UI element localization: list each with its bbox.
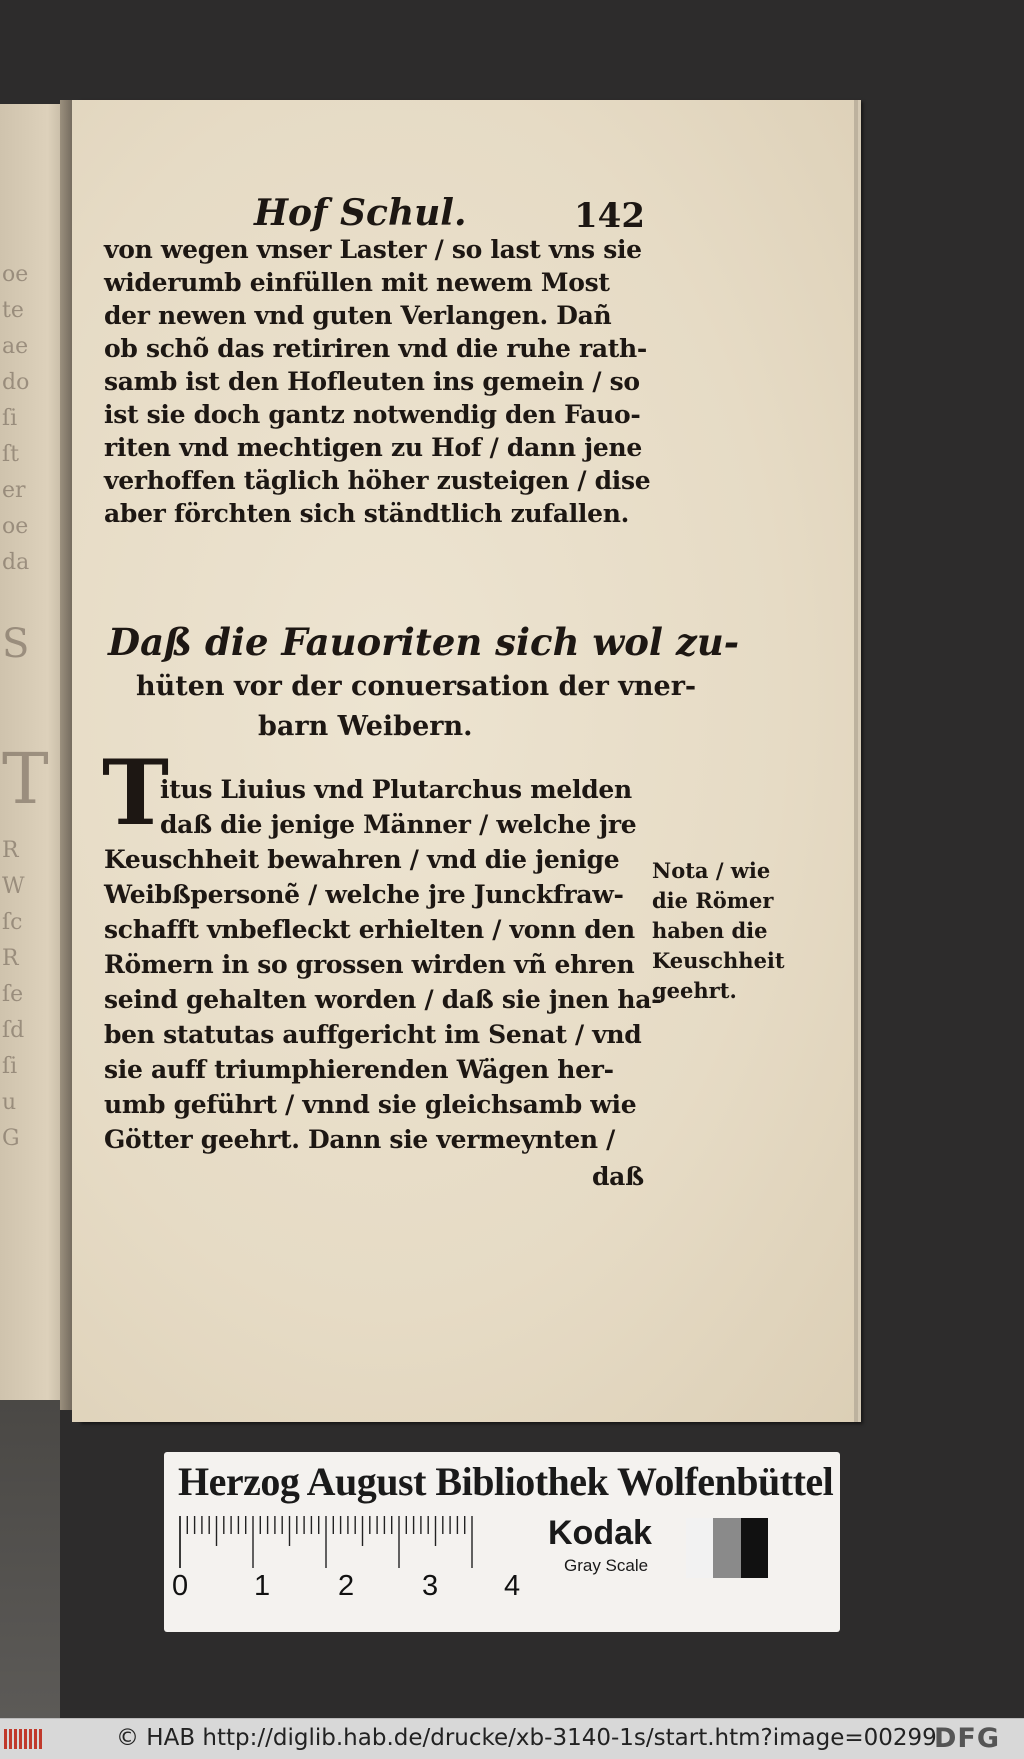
- gray-swatches: [686, 1518, 768, 1578]
- body-line: ob schõ das retiriren vnd die ruhe rath-: [104, 334, 647, 363]
- section-line: itus Liuius vnd Plutarchus melden: [160, 775, 632, 804]
- page-number: 142: [574, 196, 645, 236]
- section-heading: hüten vor der conuersation der vner-: [136, 671, 697, 702]
- catchword: daß: [592, 1162, 644, 1191]
- marginal-note-line: geehrt.: [652, 978, 737, 1003]
- facing-page-edge: oe te ae do ſi ſt er oe da S T R W ſc R ſe ſd ſi u G: [0, 104, 68, 1404]
- marginal-note-line: haben die: [652, 918, 768, 943]
- glassine-sleeve: [0, 1400, 60, 1718]
- body-line: ist sie doch gantz notwendig den Fauo-: [104, 400, 641, 429]
- section-line: sie auff triumphierenden Wägen her-: [104, 1055, 614, 1084]
- section-line: Römern in so grossen wirden vñ ehren: [104, 950, 635, 979]
- running-title: Hof Schul.: [254, 192, 467, 234]
- ruler-number: 4: [504, 1570, 521, 1602]
- section-line: Weibßpersonẽ / welche jre Junckfraw-: [104, 880, 624, 909]
- marginal-note-line: Keuschheit: [652, 948, 785, 973]
- swatch-white: [686, 1518, 713, 1578]
- ruler-number: 0: [172, 1570, 189, 1602]
- footer-bar: [0, 1718, 1024, 1759]
- section-line: umb geführt / vnnd sie gleichsamb wie: [104, 1090, 637, 1119]
- section-line: daß die jenige Männer / welche jre: [160, 810, 637, 839]
- section-line: ben statutas auffgericht im Senat / vnd: [104, 1020, 642, 1049]
- dfg-logo: DFG: [934, 1723, 1001, 1754]
- marginal-note-line: die Römer: [652, 888, 774, 913]
- copyright-link[interactable]: © HAB http://diglib.hab.de/drucke/xb-3140-1s/start.htm?image=00299: [116, 1725, 937, 1751]
- section-line: Götter geehrt. Dann sie vermeynten /: [104, 1125, 615, 1154]
- hab-logo-icon: [4, 1727, 46, 1751]
- section-line: seind gehalten worden / daß sie jnen ha-: [104, 985, 662, 1014]
- color-calibration-card: [164, 1452, 840, 1632]
- ruler-number: 1: [254, 1570, 271, 1602]
- marginal-note-line: Nota / wie: [652, 858, 771, 883]
- ruler-number: 3: [422, 1570, 439, 1602]
- swatch-gray: [713, 1518, 740, 1578]
- body-line: widerumb einfüllen mit newem Most: [104, 268, 610, 297]
- section-line: Keuschheit bewahren / vnd die jenige: [104, 845, 620, 874]
- body-line: riten vnd mechtigen zu Hof / dann jene: [104, 433, 642, 462]
- swatch-black: [741, 1518, 768, 1578]
- section-heading: barn Weibern.: [258, 711, 473, 742]
- section-heading: Daß die Fauoriten sich wol zu-: [108, 620, 740, 664]
- grayscale-label: Gray Scale: [564, 1556, 649, 1575]
- body-line: samb ist den Hofleuten ins gemein / so: [104, 367, 640, 396]
- section-line: schafft vnbefleckt erhielten / vonn den: [104, 915, 635, 944]
- body-line: aber förchten sich ständtlich zufallen.: [104, 499, 629, 528]
- body-line: verhoffen täglich höher zusteigen / dise: [104, 466, 651, 495]
- body-line: von wegen vnser Laster / so last vns sie: [104, 235, 642, 264]
- ruler-number: 2: [338, 1570, 355, 1602]
- body-line: der newen vnd guten Verlangen. Dañ: [104, 301, 612, 330]
- brand-label: Kodak: [548, 1514, 652, 1552]
- drop-cap-initial: T: [102, 740, 169, 846]
- book-page: [72, 100, 854, 1422]
- card-title: Herzog August Bibliothek Wolfenbüttel: [178, 1459, 834, 1504]
